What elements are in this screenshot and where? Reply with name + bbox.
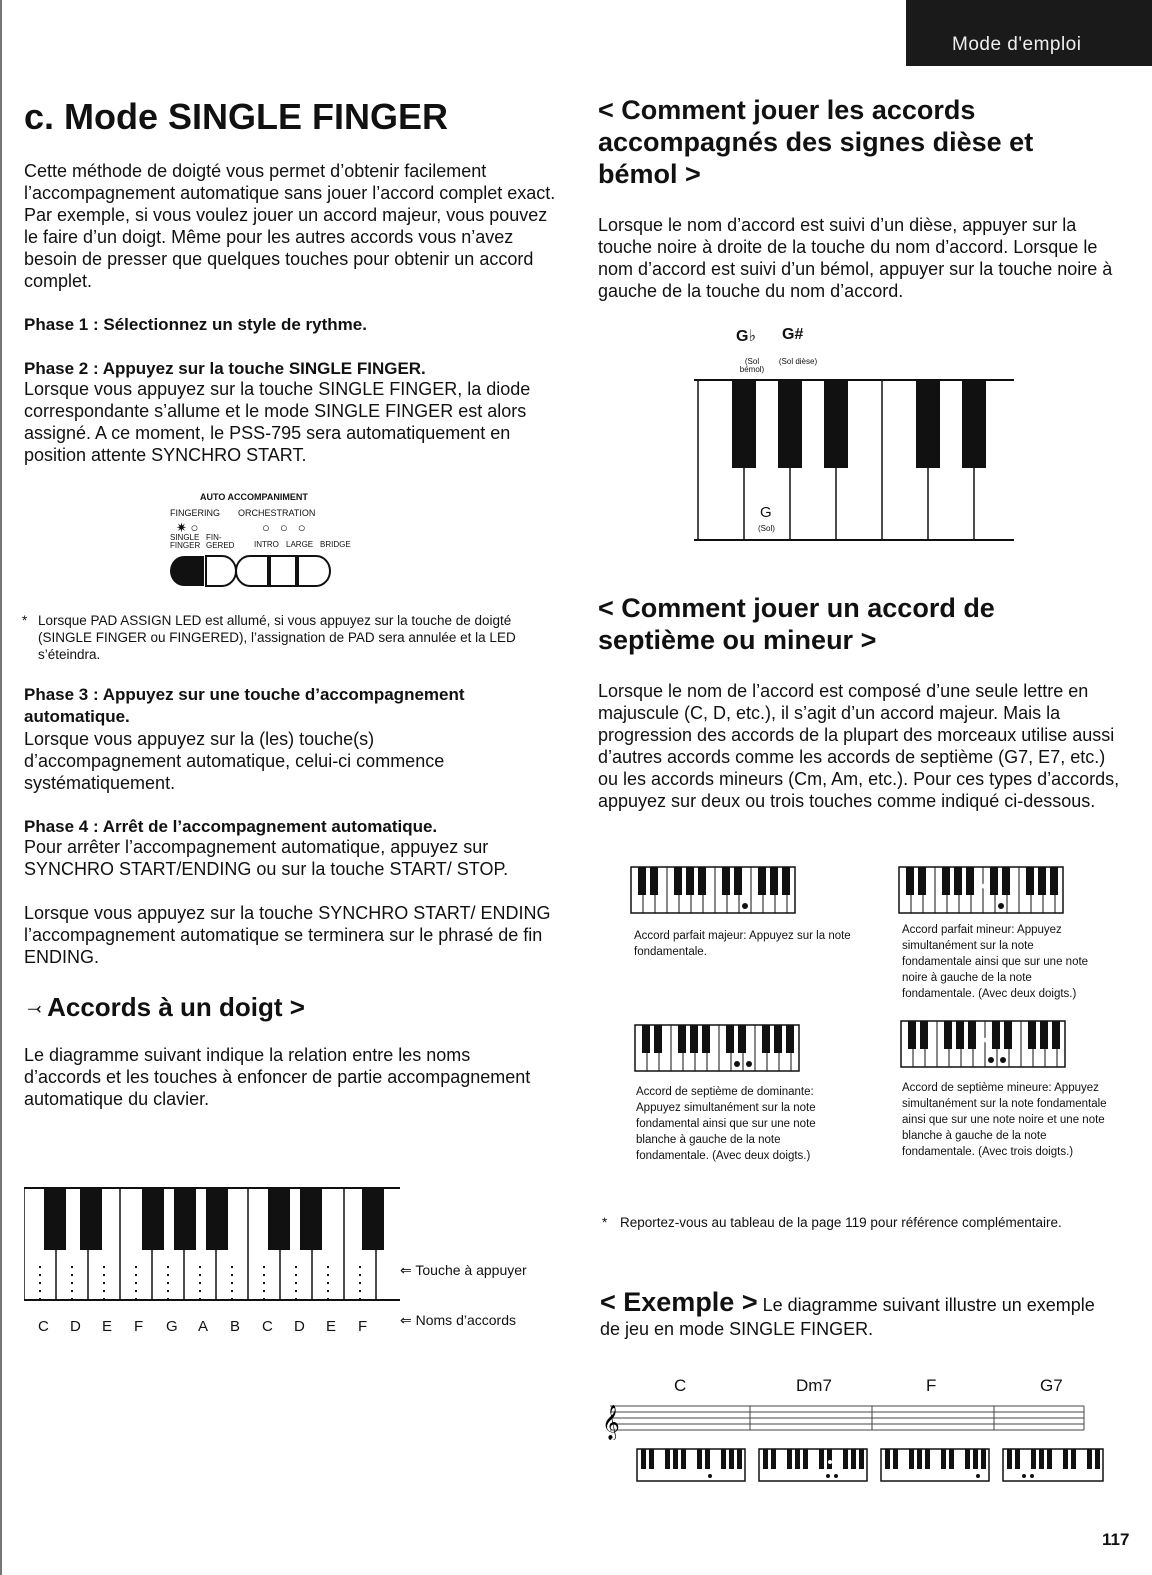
sol-label: (Sol) — [758, 524, 775, 533]
sol-bemol-label: (Sol bémol) — [739, 357, 765, 374]
label-touche-text: Touche à appuyer — [415, 1262, 527, 1278]
phase2-text: Lorsque vous appuyez sur la touche SINGLE FINGER, la diode correspondante s’allume et le mode SINGLE FINGER est alors assigné. A ce moment, le PSS-795 sera automatiquement en position attente SYNCHRO START. — [24, 379, 531, 465]
caption-major: Accord parfait majeur: Appuyez sur la note fondamentale. — [634, 930, 851, 958]
chord-keyboard — [24, 1186, 404, 1306]
chord-name: A — [198, 1318, 209, 1335]
chord-name: B — [230, 1318, 241, 1335]
example-heading: < Exemple > — [600, 1287, 758, 1317]
panel-fingering-label: FINGERING — [170, 508, 221, 518]
note-pad-assign-text: Lorsque PAD ASSIGN LED est allumé, si vous appuyez sur la touche de doigté (SINGLE FINGER ou FINGERED), l’assignation de PAD sera annulée et la LED s’éteindra. — [38, 613, 516, 662]
chord-name: D — [294, 1318, 305, 1335]
single-finger-button[interactable] — [170, 556, 204, 586]
example-chord-names — [600, 1376, 1100, 1400]
panel-large-label: LARGE — [286, 540, 314, 549]
example-chord: F — [926, 1376, 937, 1395]
section-accords-text: Le diagramme suivant indique la relation entre les noms d’accords et les touches à enfoncer de partie accompagnement automatique du clavier. — [24, 1045, 531, 1109]
note-bullet: * — [602, 1215, 608, 1230]
panel-header: AUTO ACCOMPANIMENT — [200, 492, 308, 502]
intro-paragraph: Cette méthode de doigté vous permet d’obtenir facilement l’accompagnement automatique sans jouer l’accord complet exact. Par exemple, si vous voulez jouer un accord majeur, vous pouvez le faire d’un doigt. Même pour les autres accords vous n’avez besoin de presser que quelques touches pour obtenir un accord complet. — [24, 161, 556, 291]
pressed-key-dot — [988, 1057, 994, 1063]
header-tab-label: Mode d'emploi — [952, 34, 1082, 55]
pressed-key-dot — [734, 1061, 740, 1067]
chord-name: C — [262, 1318, 273, 1335]
note-bullet: * — [22, 613, 28, 628]
example-chord: C — [674, 1376, 687, 1395]
panel-bridge-label: BRIDGE — [320, 540, 351, 549]
arrow-left-icon: ⇐ — [400, 1312, 416, 1328]
black-key — [80, 1188, 102, 1250]
black-key — [732, 380, 756, 468]
led-lit-icon: ✷ ○ — [176, 520, 199, 535]
panel-fingered-label: FIN-GERED — [206, 533, 235, 550]
minor-seventh-chord-keyboard — [900, 1020, 1068, 1070]
chord-name: E — [326, 1318, 337, 1335]
sharp-flat-heading: < Comment jouer les accords accompagnés des signes dièse et bémol > — [598, 95, 1034, 189]
phase4-text2: Lorsque vous appuyez sur la touche SYNCHRO START/ ENDING l’accompagnement automatique se terminera sur le phrasé de fin ENDING. — [24, 903, 551, 967]
auto-accompaniment-panel — [170, 492, 390, 592]
example-keyboard-g7 — [1003, 1449, 1103, 1481]
pressed-key-dot — [746, 1061, 752, 1067]
panel-buttons — [170, 554, 370, 588]
phase4-heading: Phase 4 : Arrêt de l’accompagnement automatique. — [24, 817, 438, 836]
panel-orchestration-label: ORCHESTRATION — [238, 508, 316, 518]
example-chord: Dm7 — [796, 1376, 832, 1395]
page-number: 117 — [1102, 1530, 1130, 1549]
black-key — [268, 1188, 290, 1250]
label-noms-text: Noms d’accords — [415, 1312, 516, 1328]
seventh-heading: < Comment jouer un accord de septième ou mineur > — [598, 593, 995, 655]
phase3-text: Lorsque vous appuyez sur la (les) touche(s) d’accompagnement automatique, celui-ci commence systématiquement. — [24, 729, 445, 793]
minor-chord-keyboard — [898, 866, 1066, 916]
panel-single-finger-label: SINGLE FINGER — [170, 533, 201, 550]
black-key — [300, 1188, 322, 1250]
label-touche — [400, 1262, 527, 1279]
sharp-flat-keyboard — [694, 378, 1018, 542]
caption-seventh: Accord de septième de dominante: Appuyez simultanément sur la note fondamental ainsi que sur une note blanche à gauche de la note fondamentale. (Avec deux doigts.) — [636, 1086, 816, 1162]
example-keyboard-c — [637, 1449, 745, 1481]
phase4-text1: Pour arrêter l’accompagnement automatique, appuyez sur SYNCHRO START/ENDING ou sur la touche START/ STOP. — [24, 837, 509, 879]
pressed-key-dot — [982, 883, 988, 889]
fingered-button[interactable] — [206, 556, 236, 586]
header-tab — [906, 0, 1152, 66]
arrow-icon: ⤙ — [28, 1000, 41, 1018]
major-chord-keyboard — [630, 866, 798, 916]
example-keyboard-f — [881, 1449, 989, 1481]
seventh-chord-keyboard — [634, 1024, 802, 1074]
chord-name: E — [102, 1318, 113, 1335]
bridge-button[interactable] — [298, 556, 330, 586]
chord-name: G — [166, 1318, 178, 1335]
intro-button[interactable] — [236, 556, 268, 586]
example-chord: G7 — [1040, 1376, 1063, 1395]
g-key-label: G — [760, 504, 772, 521]
phase3-heading: Phase 3 : Appuyez sur une touche d’accompagnement automatique. — [24, 685, 465, 726]
note-pad-assign — [24, 612, 564, 663]
treble-clef-icon: 𝄞 — [602, 1405, 620, 1440]
seventh-text: Lorsque le nom de l’accord est composé d’une seule lettre en majuscule (C, D, etc.), il s’agit d’un accord majeur. Mais la progression des accords de la plupart des morceaux utilise aussi d’autres accords comme les accords de septième (G7, E7, etc.) ou les accords mineurs (Cm, Am, etc.). Pour ces types d’accords, appuyez sur deux ou trois touches comme indiqué ci-dessous. — [598, 681, 1120, 811]
panel-intro-label: INTRO — [254, 540, 279, 549]
sol-diese-label: (Sol dièse) — [778, 357, 818, 366]
black-key — [362, 1188, 384, 1250]
caption-minor-seventh: Accord de septième mineure: Appuyez simultanément sur la note fondamentale ainsi que sur une note noire et une note blanche à gauche de la note fondamentale. (Avec trois doigts.) — [902, 1082, 1107, 1158]
page-title: c. Mode SINGLE FINGER — [24, 96, 449, 137]
label-noms — [400, 1312, 516, 1329]
example-keyboard-dm7 — [759, 1449, 867, 1481]
arrow-left-icon: ⇐ — [400, 1262, 416, 1278]
black-key — [44, 1188, 66, 1250]
section-accords-heading — [28, 992, 305, 1023]
gsharp-label: G# — [782, 326, 804, 343]
note-reference-text: Reportez-vous au tableau de la page 119 pour référence complémentaire. — [620, 1215, 1062, 1230]
black-key — [778, 380, 802, 468]
black-key — [916, 380, 940, 468]
page-edge-rule — [0, 0, 2, 1575]
sharp-flat-text: Lorsque le nom d’accord est suivi d’un dièse, appuyer sur la touche noire à droite de la touche du nom d’accord. Lorsque le nom d’accord est suivi d’un bémol, appuyer sur la touche noire à gauche de la touche du nom d’accord. — [598, 215, 1113, 301]
chord-name: F — [358, 1318, 368, 1335]
example-keyboards — [636, 1448, 1106, 1484]
large-button[interactable] — [270, 556, 296, 586]
led-off-icons: ○○○ — [262, 520, 316, 535]
black-key — [206, 1188, 228, 1250]
black-key — [142, 1188, 164, 1250]
phase1-heading: Phase 1 : Sélectionnez un style de rythme. — [24, 315, 367, 334]
pressed-key-dot — [1000, 1057, 1006, 1063]
note-reference — [602, 1214, 1062, 1231]
gflat-label: G♭ — [736, 328, 756, 345]
black-key — [962, 380, 986, 468]
black-key — [824, 380, 848, 468]
example-block — [600, 1287, 1100, 1341]
pressed-key-dot — [984, 1037, 990, 1043]
music-staff — [600, 1400, 1090, 1440]
chord-name: F — [134, 1318, 144, 1335]
pressed-key-dot — [742, 903, 748, 909]
phase2-heading: Phase 2 : Appuyez sur la touche SINGLE FINGER. — [24, 359, 426, 378]
section-accords-title: Accords à un doigt > — [47, 992, 305, 1022]
black-key — [174, 1188, 196, 1250]
caption-minor: Accord parfait mineur: Appuyez simultanément sur la note fondamentale ainsi que sur une note noire à gauche de la note fondamentale. (Avec deux doigts.) — [902, 924, 1089, 1000]
example-text: Le diagramme suivant illustre un exemple de jeu en mode SINGLE FINGER. — [600, 1295, 1095, 1339]
chord-name: C — [38, 1318, 49, 1335]
chord-name: D — [70, 1318, 81, 1335]
pressed-key-dot — [998, 903, 1004, 909]
